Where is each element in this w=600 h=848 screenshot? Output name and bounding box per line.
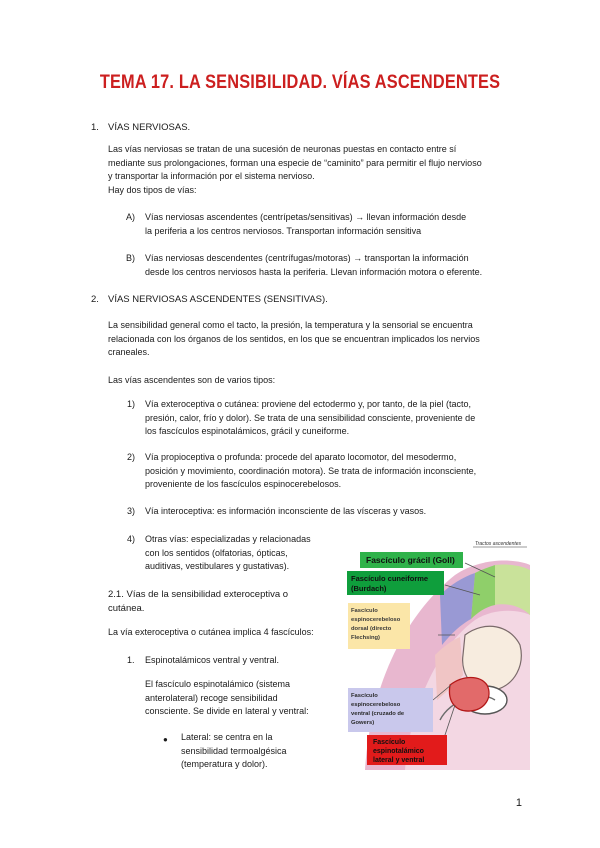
list-item-line: la periferia a los centros nerviosos. Transportan información sensitiva <box>145 225 422 236</box>
spinothalamic-label-line: lateral y ventral <box>373 757 425 764</box>
list-item-line: presión, calor, frío y dolor). Se trata de una sensibilidad consciente, proveniente de <box>145 412 476 423</box>
list-item <box>145 398 530 439</box>
paragraph-line: Hay dos tipos de vías: <box>108 184 197 195</box>
list-marker: B) <box>126 253 135 263</box>
bullet-item <box>181 731 337 772</box>
list-item-line: Vía exteroceptiva o cutánea: proviene del ectodermo y, por tanto, de la piel (tacto, <box>145 399 472 409</box>
paragraph-line: Las vías nerviosas se tratan de una sucesión de neuronas puestas en contacto entre sí <box>108 144 457 154</box>
figure-header: Tractos ascendentes <box>475 541 522 547</box>
ascending-tracts-figure <box>345 525 530 770</box>
dorsal-label-line: espinocerebeloso <box>351 617 401 623</box>
body-line: anterolateral) recoge sensibilidad <box>145 692 278 703</box>
section-2-number: 2. <box>91 294 99 305</box>
list-marker: 1. <box>127 655 135 665</box>
body-line: consciente. Se divide en lateral y ventral: <box>145 706 309 716</box>
list-marker: 1) <box>127 399 136 409</box>
list-item-line: Vías nerviosas descendentes (centrífugas/motoras) → transportan la información <box>145 253 469 263</box>
list-marker: 4) <box>127 534 136 544</box>
section-1-paragraph <box>108 143 526 197</box>
list-item <box>145 252 530 279</box>
list-item-line: posición y movimiento, coordinación motora). Se trata de información inconsciente, <box>145 465 477 476</box>
list-item-heading: Espinotalámicos ventral y ventral. <box>145 655 280 665</box>
list-marker: A) <box>126 212 135 222</box>
bullet-line: sensibilidad termoalgésica <box>181 745 287 756</box>
dorsal-label-line: Flechsing) <box>351 635 380 641</box>
list-item-line: Otras vías: especializadas y relacionadas <box>145 534 311 544</box>
subsection-heading-line: 2.1. Vías de la sensibilidad exteroceptiva o <box>108 589 289 600</box>
subsection-heading-line: cutánea. <box>108 603 145 614</box>
list-marker: 2) <box>127 452 136 462</box>
list-item-line: los fascículos espinotalámicos, grácil y cuneiforme. <box>145 426 350 436</box>
body-line: El fascículo espinotalámico (sistema <box>145 679 291 689</box>
list-item-line: Vía propioceptiva o profunda: procede del aparato locomotor, del mesodermo, <box>145 452 457 462</box>
list-item <box>145 211 525 238</box>
bullet-icon: ● <box>163 735 168 744</box>
cuneiforme-label-line: Fascículo cuneiforme <box>351 574 429 583</box>
section-2-paragraph <box>108 319 526 360</box>
section-1-number: 1. <box>91 122 99 133</box>
ventral-label-line: Gowers) <box>351 720 375 726</box>
paragraph-line: craneales. <box>108 347 150 357</box>
subsection-intro: La vía exteroceptiva o cutánea implica 4 fascículos: <box>108 627 314 637</box>
spinothalamic-tract-region <box>449 678 489 712</box>
list-marker: 3) <box>127 506 136 516</box>
list-item <box>145 533 337 574</box>
list-item-line: proveniente de los fascículos espinocerebelosos. <box>145 479 342 489</box>
page-number: 1 <box>515 797 522 809</box>
bullet-line: (temperatura y dolor). <box>181 759 268 769</box>
paragraph-line: y transportar la información por el sistema nervioso. <box>108 171 315 181</box>
cuneiforme-label-line: (Burdach) <box>351 584 387 593</box>
spinothalamic-label-line: Fascículo <box>373 739 406 746</box>
spinothalamic-label-line: espinotalámico <box>373 748 424 755</box>
subsection-heading <box>108 588 338 616</box>
section-2-intro: Las vías ascendentes son de varios tipos: <box>108 375 276 385</box>
gracil-label: Fascículo grácil (Goll) <box>366 555 455 565</box>
section-1-heading: VÍAS NERVIOSAS. <box>108 122 191 133</box>
list-item-line: con los sentidos (olfatorias, ópticas, <box>145 547 288 558</box>
list-item-line: desde los centros nerviosos hasta la periferia. Llevan información motora o eferente. <box>145 266 483 277</box>
section-2-heading: VÍAS NERVIOSAS ASCENDENTES (SENSITIVAS). <box>108 294 328 305</box>
list-item-line: Vías nerviosas ascendentes (centrípetas/sensitivas) → llevan información desde <box>145 212 467 222</box>
dorsal-label-line: Fascículo <box>351 608 378 614</box>
ventral-label-line: espinocerebeloso <box>351 702 401 708</box>
list-item <box>145 451 530 492</box>
paragraph-line: relacionada con los órganos de los sentidos, en los que se encuentran implicados los nervios <box>108 333 480 344</box>
list-item <box>145 505 530 519</box>
subsection-body <box>145 678 337 719</box>
page-title: TEMA 17. LA SENSIBILIDAD. VÍAS ASCENDENTES <box>99 72 501 93</box>
ventral-label-line: Fascículo <box>351 693 378 699</box>
bullet-line: Lateral: se centra en la <box>181 732 273 742</box>
list-item-line: Vía interoceptiva: es información inconsciente de las vísceras y vasos. <box>145 506 427 516</box>
paragraph-line: mediante sus prolongaciones, forman una especie de “caminito” para permitir el flujo nervioso <box>108 157 482 168</box>
ventral-label-line: ventral (cruzado de <box>351 711 405 717</box>
list-item-line: auditivas, vestibulares y gustativas). <box>145 561 290 571</box>
paragraph-line: La sensibilidad general como el tacto, la presión, la temperatura y la sensorial se encuentra <box>108 320 473 330</box>
dorsal-label-line: dorsal (directo <box>351 626 392 632</box>
